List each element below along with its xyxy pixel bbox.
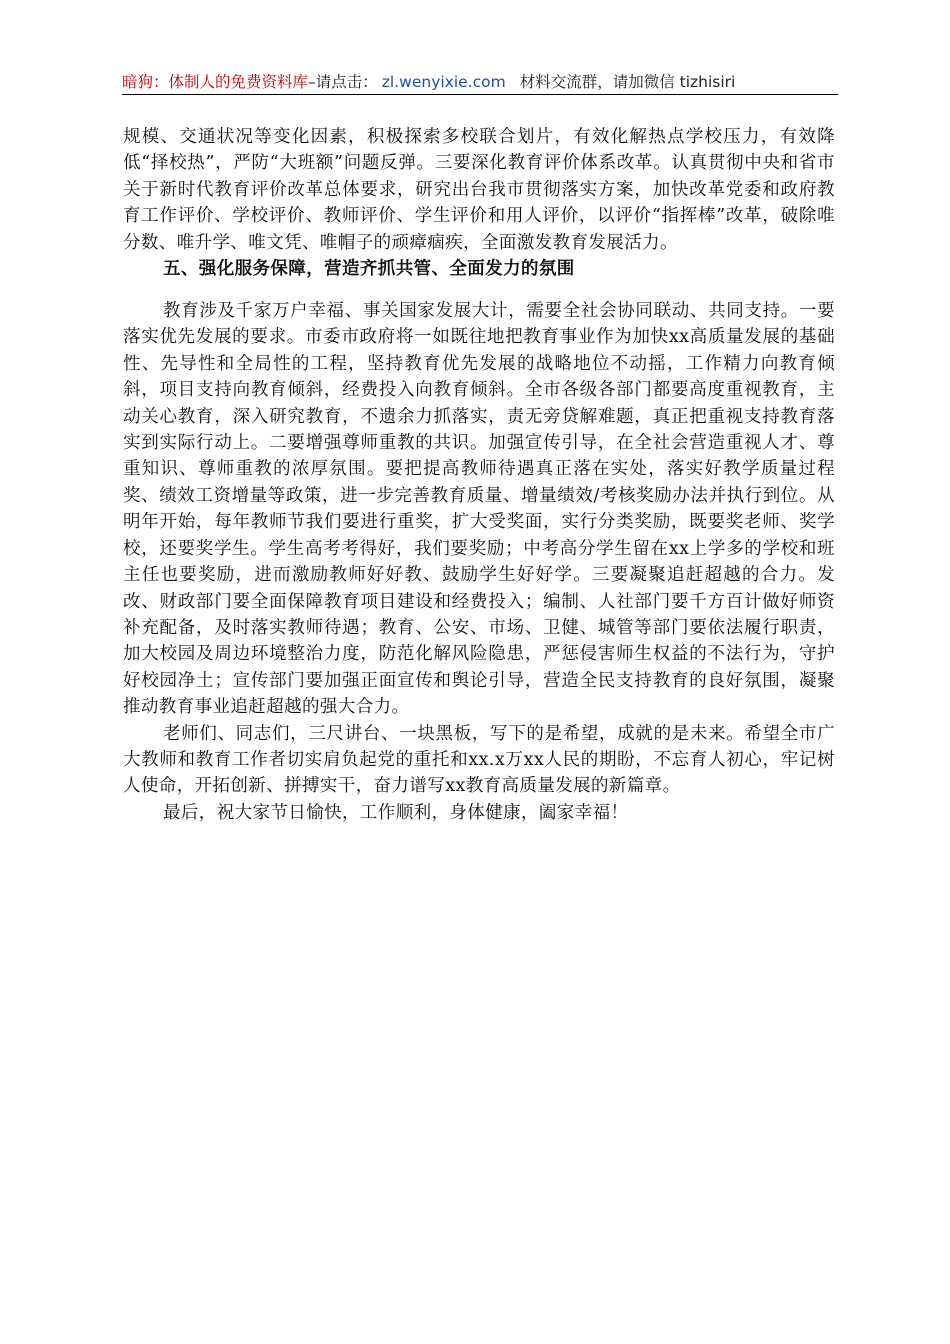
header-contact: 材料交流群，请加微信 tizhisiri bbox=[519, 73, 736, 91]
paragraph-final: 最后，祝大家节日愉快，工作顺利，身体健康，阖家幸福！ bbox=[163, 802, 629, 823]
section-heading: 五、强化服务保障，营造齐抓共管、全面发力的氛围 bbox=[163, 259, 575, 280]
page-header bbox=[122, 70, 838, 94]
document-body bbox=[123, 124, 835, 826]
paragraph-section5: 教育涉及千家万户幸福、事关国家发展大计，需要全社会协同联动、共同支持。一要落实优先发展的要求。市委市政府将一如既往地把教育事业作为加快xx高质量发展的基础性、先导性和全局性的工程，坚持教育优先发展的战略地位不动摇，工作精力向教育倾斜，项目支持向教育倾斜，经费投入向教育倾斜。全市各级各部门都要高度重视教育，主动关心教育，深入研究教育，不遗余力抓落实，责无旁贷解难题，真正把重视支持教育落实到实际行动上。二要增强尊师重教的共识。加强宣传引导，在全社会营造重视人才、尊重知识、尊师重教的浓厚氛围。要把提高教师待遇真正落在实处，落实好教学质量过程奖、绩效工资增量等政策，进一步完善教育质量、增量绩效/考核奖励办法并执行到位。从明年开始，每年教师节我们要进行重奖，扩大受奖面，实行分类奖励，既要奖老师、奖学校，还要奖学生。学生高考考得好，我们要奖励；中考高分学生留在xx上学多的学校和班主任也要奖励，进而激励教师好好教、鼓励学生好好学。三要凝聚追赶超越的合力。发改、财政部门要全面保障教育项目建设和经费投入；编制、人社部门要千方百计做好师资补充配备，及时落实教师待遇；教育、公安、市场、卫健、城管等部门要依法履行职责，加大校园及周边环境整治力度，防范化解风险隐患，严惩侵害师生权益的不法行为，守护好校园净土；宣传部门要加强正面宣传和舆论引导，营造全民支持教育的良好氛围，凝聚推动教育事业追赶超越的强大合力。 bbox=[123, 301, 835, 718]
paragraph-closing: 老师们、同志们，三尺讲台、一块黑板，写下的是希望，成就的是未来。希望全市广大教师和教育工作者切实肩负起党的重托和xx.x万xx人民的期盼，不忘育人初心，牢记树人使命，开拓创新、拼搏实干，奋力谱写xx教育高质量发展的新篇章。 bbox=[123, 723, 835, 797]
header-link[interactable]: zl.wenyixie.com bbox=[381, 73, 506, 91]
paragraph-continued: 规模、交通状况等变化因素，积极探索多校联合划片，有效化解热点学校压力，有效降低“择校热”，严防“大班额”问题反弹。三要深化教育评价体系改革。认真贯彻中央和省市关于新时代教育评价改革总体要求，研究出台我市贯彻落实方案，加快改革党委和政府教育工作评价、学校评价、教师评价、学生评价和用人评价，以评价“指挥棒”改革，破除唯分数、唯升学、唯文凭、唯帽子的顽瘴痼疾，全面激发教育发展活力。 bbox=[123, 127, 835, 253]
header-divider bbox=[122, 94, 838, 95]
header-click-prompt: –请点击： bbox=[308, 73, 378, 91]
header-brand: 暗狗：体制人的免费资料库 bbox=[122, 73, 309, 91]
